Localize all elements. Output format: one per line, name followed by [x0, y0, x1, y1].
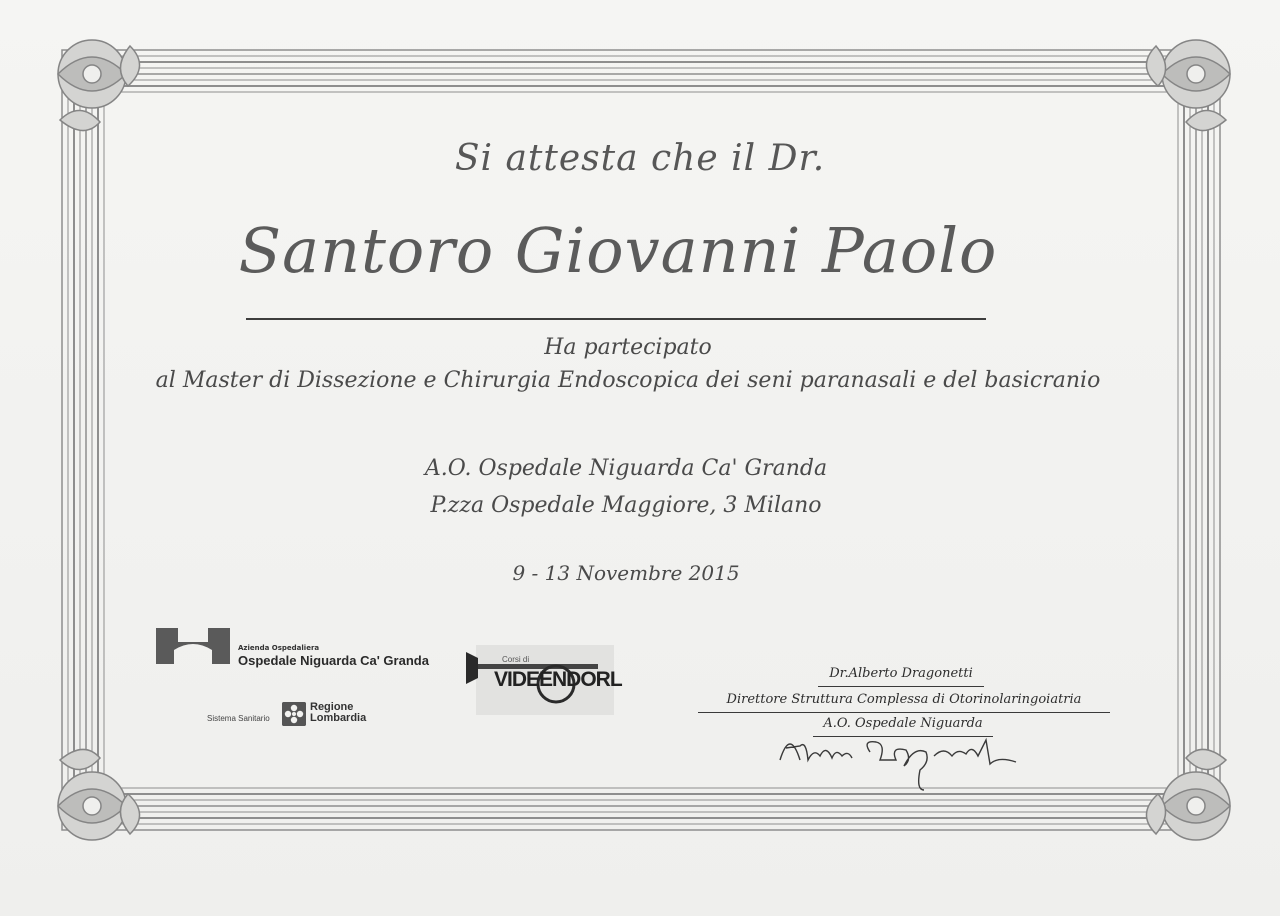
sistema-sanitario-label: Sistema Sanitario [207, 714, 270, 723]
videndorl-label: VIDEENDORL [494, 668, 622, 691]
intro-line: Si attesta che il Dr. [454, 138, 826, 179]
corner-ornament-top-right [1146, 40, 1230, 131]
corsi-label: Corsi di [502, 655, 530, 664]
signatory-role-underline [698, 712, 1110, 713]
signatory-name: Dr.Alberto Dragonetti [829, 666, 973, 681]
hospital-org-label: Azienda Ospedaliera [238, 644, 320, 652]
handwritten-signature [780, 740, 1016, 790]
recipient-name: Santoro Giovanni Paolo [238, 214, 998, 287]
signatory-role: Direttore Struttura Complessa di Otorinolaringoiatria [726, 692, 1082, 707]
venue-name: A.O. Ospedale Niguarda Ca' Granda [424, 456, 828, 481]
signatory-org: A.O. Ospedale Niguarda [823, 716, 983, 731]
regione-line2: Lombardia [310, 712, 367, 724]
signatory-org-underline [813, 736, 993, 737]
course-title: al Master di Dissezione e Chirurgia Endoscopica dei seni paranasali e del basicranio [155, 368, 1101, 393]
regione-lombardia-icon [282, 702, 306, 726]
signatory-name-underline [818, 686, 984, 687]
niguarda-logo-icon [156, 628, 230, 664]
name-underline [246, 318, 986, 320]
regione-line1: Regione [310, 701, 354, 713]
course-dates: 9 - 13 Novembre 2015 [512, 561, 740, 585]
corner-ornament-bottom-right [1146, 749, 1230, 840]
participation-line: Ha partecipato [544, 335, 712, 360]
regione-lombardia-label [310, 702, 366, 724]
venue-address: P.zza Ospedale Maggiore, 3 Milano [430, 493, 822, 518]
hospital-name-label: Ospedale Niguarda Ca' Granda [238, 653, 429, 668]
